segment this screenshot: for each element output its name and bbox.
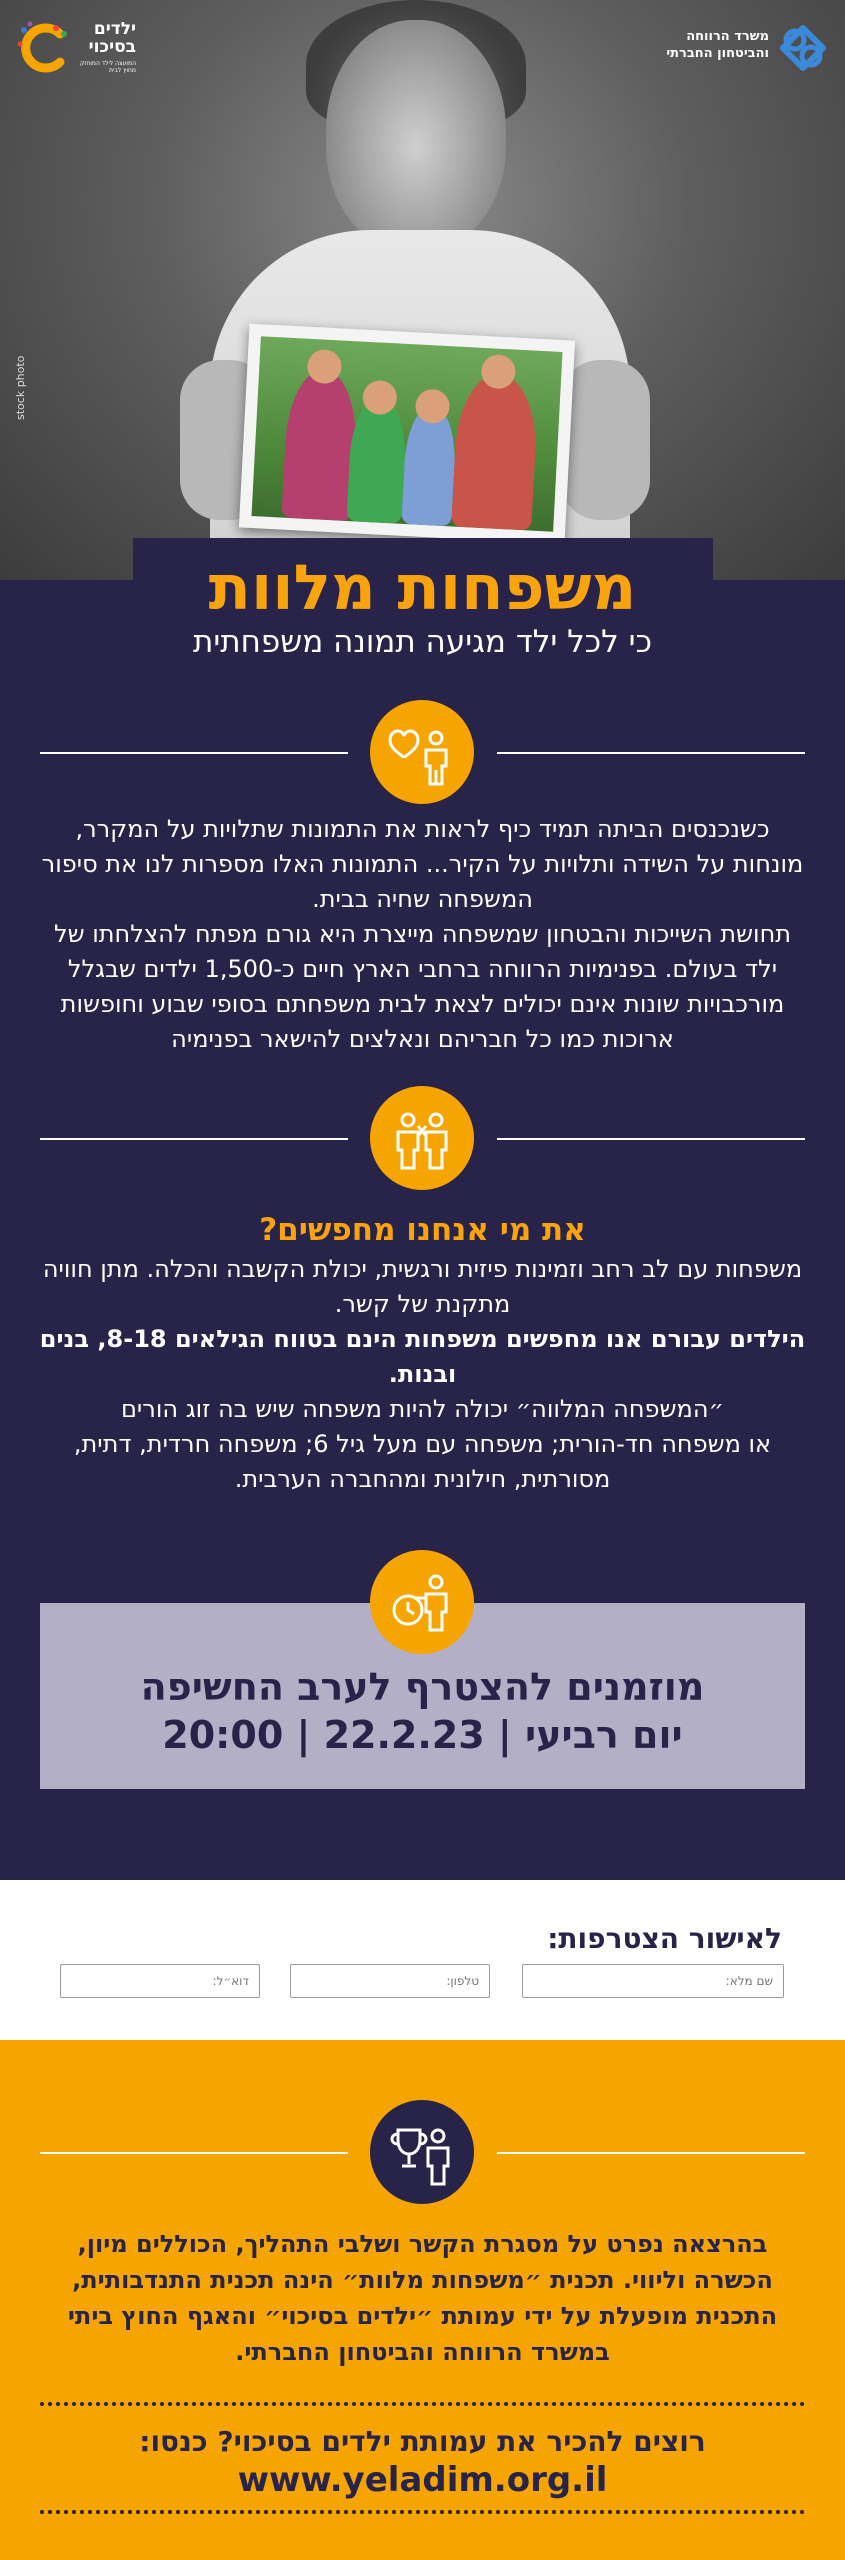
form-heading: לאישור הצטרפות: — [547, 1922, 782, 1955]
main-subtitle: כי לכל ילד מגיעה תמונה משפחתית — [193, 624, 652, 660]
yeladim-logo-text: ילדים בסיכוי — [88, 19, 136, 57]
ministry-logo-text — [619, 28, 769, 62]
ministry-emblem-icon — [777, 22, 829, 74]
seeking-line-4: או משפחה חד-הורית; משפחה עם מעל גיל 6; משפחה חרדית, דתית, מסורתית, חילונית ומהחברה הערבית. — [73, 1430, 772, 1493]
divider-line — [40, 2152, 348, 2154]
cta-text: רוצים להכיר את עמותת ילדים בסיכוי? כנסו: — [139, 2425, 706, 2458]
photo-credit: stock photo — [14, 355, 27, 420]
seeking-line-2: הילדים עבורם אנו מחפשים משפחות הינם בטווח הגילאים 8-18, בנים ובנות. — [39, 1325, 806, 1388]
hero-photo — [0, 0, 845, 580]
trophy-person-icon — [370, 2100, 474, 2204]
clock-person-icon — [370, 1550, 474, 1654]
divider-line — [497, 2152, 805, 2154]
yeladim-logo — [16, 20, 136, 82]
dotted-divider — [40, 2510, 805, 2514]
ministry-logo — [629, 22, 829, 74]
family-photo — [251, 336, 562, 532]
intro-paragraph-2: תחושת השייכות והבטחון שמשפחה מייצרת היא גורם מפתח להצלחתו של ילד בעולם. בפנימיות הרווחה ברחבי הארץ חיים כ-1,500 ילדים שבגלל מורכבויות שונות אינם יכולים לצאת לבית משפחתם בסופי שבוע וחופשות ארוכות כמו כל חבריהם ונאלצים להישאר בפנימיה — [53, 920, 792, 1053]
seeking-line-1: משפחות עם לב רחב וזמינות פיזית ורגשית, יכולת הקשבה והכלה. מתן חוויה מתקנת של קשר. — [42, 1255, 803, 1318]
family-member — [346, 396, 407, 524]
divider-line — [497, 752, 805, 754]
divider-line — [40, 752, 348, 754]
seeking-text — [38, 1252, 807, 1497]
dotted-divider — [40, 2402, 805, 2406]
yeladim-logo-icon — [16, 20, 72, 76]
full-name-input[interactable] — [522, 1964, 784, 1998]
intro-paragraph-1: כשנכנסים הביתה תמיד כיף לראות את התמונות שתלויות על המקרר, מונחות על השידה ותלויות על הקיר... התמונות האלו מספרות לנו את סיפור המשפחה שחיה בבית. — [41, 815, 804, 913]
seeking-line-3: ״המשפחה המלווה״ יכולה להיות משפחה שיש בה זוג הורים — [121, 1395, 724, 1423]
intro-text — [38, 812, 807, 1057]
yeladim-logo-subtitle: המועצה לילד המוחזק מחוץ לבית — [79, 60, 136, 74]
child-face — [326, 20, 506, 250]
ministry-line-2: והביטחון החברתי — [666, 46, 769, 61]
main-title: משפחות מלוות — [208, 551, 637, 624]
email-input[interactable] — [60, 1964, 260, 1998]
ministry-line-1: משרד הרווחה — [686, 29, 769, 44]
registration-form — [0, 1880, 845, 2040]
heart-person-icon — [370, 700, 474, 804]
family-member — [451, 372, 539, 531]
footer-paragraph: בהרצאה נפרט על מסגרת הקשר ושלבי התהליך, הכוללים מיון, הכשרה וליווי. תכנית ״משפחות מלוות״ הינה תכנית התנדבותית, התכנית מופעלת על ידי עמותת ״ילדים בסיכוי״ והאגף החוץ ביתי במשרד הרווחה והביטחון החברתי. — [67, 2230, 778, 2366]
divider-line — [497, 1138, 805, 1140]
invite-date: יום רביעי | 22.2.23 | 20:00 — [162, 1713, 683, 1757]
family-photo-frame — [239, 324, 575, 545]
invite-title: מוזמנים להצטרף לערב החשיפה — [140, 1665, 705, 1709]
two-people-icon — [370, 1086, 474, 1190]
seeking-heading: את מי אנחנו מחפשים? — [259, 1212, 586, 1248]
divider-line — [40, 1138, 348, 1140]
child-hand-right — [560, 360, 650, 520]
website-link[interactable]: www.yeladim.org.il — [237, 2460, 608, 2500]
phone-input[interactable] — [290, 1964, 490, 1998]
